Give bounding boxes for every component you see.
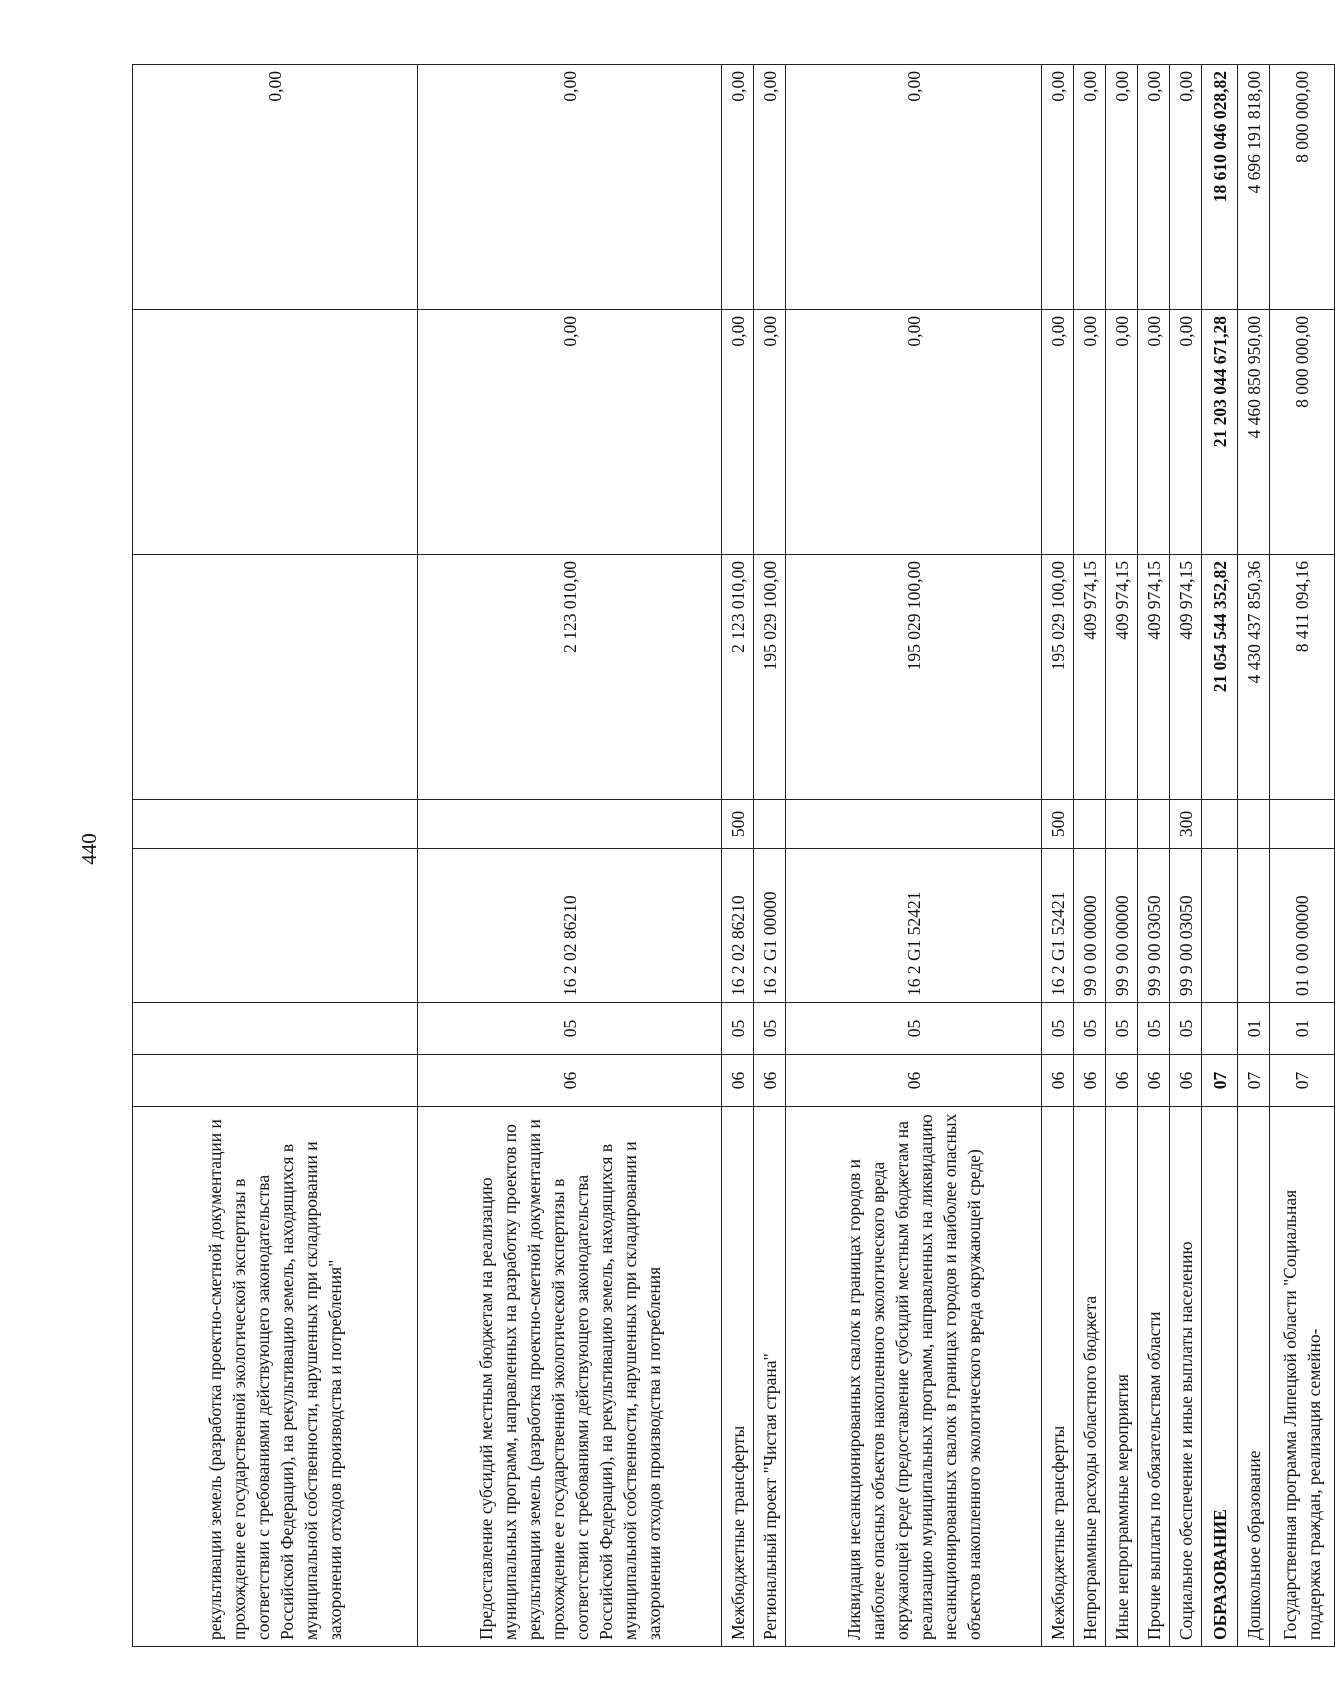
row-vr-cell bbox=[1238, 800, 1270, 849]
rotated-table-wrapper bbox=[132, 65, 1324, 1647]
table-row bbox=[754, 65, 786, 1647]
row-cs-cell: 16 2 02 86210 bbox=[418, 849, 722, 1003]
row-cs-cell: 16 2 G1 52421 bbox=[786, 849, 1042, 1003]
table-row bbox=[786, 65, 1042, 1647]
row-gr-cell: 06 bbox=[1170, 1055, 1202, 1107]
row-cs-cell bbox=[1238, 849, 1270, 1003]
row-gr-cell: 07 bbox=[1270, 1055, 1335, 1107]
table-row bbox=[1270, 65, 1335, 1647]
budget-table bbox=[132, 64, 1335, 1647]
row-year1-cell: 8 411 094,16 bbox=[1270, 555, 1335, 800]
row-name-cell: Государственная программа Липецкой области "Социальная поддержка граждан, реализация семейно- bbox=[1270, 1107, 1335, 1647]
table-row bbox=[1106, 65, 1138, 1647]
row-year2-cell: 0,00 bbox=[1074, 310, 1106, 555]
row-year2-cell: 21 203 044 671,28 bbox=[1202, 310, 1238, 555]
row-year3-cell: 0,00 bbox=[133, 65, 418, 310]
row-year2-cell: 0,00 bbox=[722, 310, 754, 555]
row-name-cell: Прочие выплаты по обязательствам области bbox=[1138, 1107, 1170, 1647]
row-year2-cell: 0,00 bbox=[1042, 310, 1074, 555]
row-name-cell: рекультивации земель (разработка проектно-сметной документации и прохождение ее государственной экологической экспертизы в соответствии с требованиями действующего законодательства Российской Федерации), на рекультивацию земель, находящихся в муниципальной собственности, нарушенных при складировании и захоронении отходов производства и потребления" bbox=[133, 1107, 418, 1647]
row-gr-cell: 06 bbox=[1106, 1055, 1138, 1107]
row-year2-cell: 8 000 000,00 bbox=[1270, 310, 1335, 555]
row-rz-cell: 05 bbox=[1042, 1003, 1074, 1055]
row-cs-cell: 99 0 00 00000 bbox=[1074, 849, 1106, 1003]
row-year3-cell: 0,00 bbox=[754, 65, 786, 310]
row-rz-cell: 01 bbox=[1238, 1003, 1270, 1055]
row-rz-cell: 05 bbox=[1170, 1003, 1202, 1055]
row-year3-cell: 0,00 bbox=[1106, 65, 1138, 310]
row-year3-cell: 0,00 bbox=[1074, 65, 1106, 310]
row-year3-cell: 0,00 bbox=[722, 65, 754, 310]
row-year3-cell: 18 610 046 028,82 bbox=[1202, 65, 1238, 310]
table-row bbox=[1074, 65, 1106, 1647]
row-cs-cell: 16 2 02 86210 bbox=[722, 849, 754, 1003]
row-year3-cell: 0,00 bbox=[786, 65, 1042, 310]
row-year3-cell: 0,00 bbox=[1042, 65, 1074, 310]
row-cs-cell: 16 2 G1 00000 bbox=[754, 849, 786, 1003]
row-gr-cell bbox=[133, 1055, 418, 1107]
row-rz-cell: 05 bbox=[1106, 1003, 1138, 1055]
table-body bbox=[133, 65, 1335, 1647]
row-year1-cell: 195 029 100,00 bbox=[754, 555, 786, 800]
row-gr-cell: 06 bbox=[754, 1055, 786, 1107]
row-year1-cell: 195 029 100,00 bbox=[1042, 555, 1074, 800]
row-year1-cell: 409 974,15 bbox=[1170, 555, 1202, 800]
row-vr-cell bbox=[754, 800, 786, 849]
row-rz-cell: 01 bbox=[1270, 1003, 1335, 1055]
row-vr-cell bbox=[1138, 800, 1170, 849]
row-year1-cell: 4 430 437 850,36 bbox=[1238, 555, 1270, 800]
row-year1-cell: 2 123 010,00 bbox=[418, 555, 722, 800]
row-name-cell: Дошкольное образование bbox=[1238, 1107, 1270, 1647]
row-rz-cell: 05 bbox=[754, 1003, 786, 1055]
row-year2-cell: 0,00 bbox=[1106, 310, 1138, 555]
page-number: 440 bbox=[77, 833, 101, 865]
row-year1-cell bbox=[133, 555, 418, 800]
row-name-cell: ОБРАЗОВАНИЕ bbox=[1202, 1107, 1238, 1647]
row-year1-cell: 21 054 544 352,82 bbox=[1202, 555, 1238, 800]
table-row bbox=[133, 65, 418, 1647]
row-gr-cell: 07 bbox=[1202, 1055, 1238, 1107]
row-gr-cell: 07 bbox=[1238, 1055, 1270, 1107]
row-year3-cell: 0,00 bbox=[1138, 65, 1170, 310]
row-year2-cell: 4 460 850 950,00 bbox=[1238, 310, 1270, 555]
table-row bbox=[722, 65, 754, 1647]
row-vr-cell bbox=[1270, 800, 1335, 849]
row-rz-cell: 05 bbox=[722, 1003, 754, 1055]
table-row bbox=[418, 65, 722, 1647]
row-year2-cell: 0,00 bbox=[786, 310, 1042, 555]
row-name-cell: Региональный проект "Чистая страна" bbox=[754, 1107, 786, 1647]
row-name-cell: Непрограммные расходы областного бюджета bbox=[1074, 1107, 1106, 1647]
row-gr-cell: 06 bbox=[1074, 1055, 1106, 1107]
row-year3-cell: 0,00 bbox=[418, 65, 722, 310]
row-vr-cell bbox=[133, 800, 418, 849]
row-name-cell: Иные непрограммные мероприятия bbox=[1106, 1107, 1138, 1647]
row-vr-cell: 500 bbox=[1042, 800, 1074, 849]
row-vr-cell bbox=[786, 800, 1042, 849]
row-cs-cell: 16 2 G1 52421 bbox=[1042, 849, 1074, 1003]
row-gr-cell: 06 bbox=[1042, 1055, 1074, 1107]
row-rz-cell: 05 bbox=[1074, 1003, 1106, 1055]
row-cs-cell bbox=[133, 849, 418, 1003]
row-name-cell: Предоставление субсидий местным бюджетам на реализацию муниципальных программ, направленных на разработку проектов по рекультивации земель (разработка проектно-сметной документации и прохождение ее государственной экологической экспертизы в соответствии с требованиями действующего законодательства Российской Федерации), на рекультивацию земель, находящихся в муниципальной собственности, нарушенных при складировании и захоронении отходов производства и потребления bbox=[418, 1107, 722, 1647]
row-cs-cell: 99 9 00 03050 bbox=[1138, 849, 1170, 1003]
row-rz-cell bbox=[133, 1003, 418, 1055]
row-year3-cell: 0,00 bbox=[1170, 65, 1202, 310]
row-vr-cell bbox=[418, 800, 722, 849]
table-row bbox=[1238, 65, 1270, 1647]
row-cs-cell bbox=[1202, 849, 1238, 1003]
row-cs-cell: 99 9 00 00000 bbox=[1106, 849, 1138, 1003]
row-year1-cell: 409 974,15 bbox=[1138, 555, 1170, 800]
row-year2-cell bbox=[133, 310, 418, 555]
row-vr-cell: 300 bbox=[1170, 800, 1202, 849]
row-year1-cell: 2 123 010,00 bbox=[722, 555, 754, 800]
row-gr-cell: 06 bbox=[722, 1055, 754, 1107]
table-row bbox=[1202, 65, 1238, 1647]
row-year3-cell: 4 696 191 818,00 bbox=[1238, 65, 1270, 310]
row-cs-cell: 99 9 00 03050 bbox=[1170, 849, 1202, 1003]
row-vr-cell bbox=[1106, 800, 1138, 849]
row-name-cell: Межбюджетные трансферты bbox=[722, 1107, 754, 1647]
row-rz-cell: 05 bbox=[1138, 1003, 1170, 1055]
table-row bbox=[1170, 65, 1202, 1647]
row-year2-cell: 0,00 bbox=[418, 310, 722, 555]
row-year1-cell: 409 974,15 bbox=[1106, 555, 1138, 800]
row-gr-cell: 06 bbox=[786, 1055, 1042, 1107]
row-rz-cell: 05 bbox=[418, 1003, 722, 1055]
row-name-cell: Ликвидация несанкционированных свалок в границах городов и наиболее опасных объектов накопленного экологического вреда окружающей среде (предоставление субсидий местным бюджетам на реализацию муниципальных программ, направленных на ликвидацию несанкционированных свалок в границах городов и наиболее опасных объектов накопленного экологического вреда окружающей среде) bbox=[786, 1107, 1042, 1647]
table-row bbox=[1138, 65, 1170, 1647]
row-year3-cell: 8 000 000,00 bbox=[1270, 65, 1335, 310]
row-year1-cell: 409 974,15 bbox=[1074, 555, 1106, 800]
row-year2-cell: 0,00 bbox=[1170, 310, 1202, 555]
row-name-cell: Социальное обеспечение и иные выплаты населению bbox=[1170, 1107, 1202, 1647]
row-name-cell: Межбюджетные трансферты bbox=[1042, 1107, 1074, 1647]
row-vr-cell bbox=[1074, 800, 1106, 849]
row-gr-cell: 06 bbox=[1138, 1055, 1170, 1107]
row-cs-cell: 01 0 00 00000 bbox=[1270, 849, 1335, 1003]
row-vr-cell: 500 bbox=[722, 800, 754, 849]
row-rz-cell bbox=[1202, 1003, 1238, 1055]
row-year1-cell: 195 029 100,00 bbox=[786, 555, 1042, 800]
row-gr-cell: 06 bbox=[418, 1055, 722, 1107]
row-year2-cell: 0,00 bbox=[1138, 310, 1170, 555]
row-year2-cell: 0,00 bbox=[754, 310, 786, 555]
row-rz-cell: 05 bbox=[786, 1003, 1042, 1055]
row-vr-cell bbox=[1202, 800, 1238, 849]
table-row bbox=[1042, 65, 1074, 1647]
